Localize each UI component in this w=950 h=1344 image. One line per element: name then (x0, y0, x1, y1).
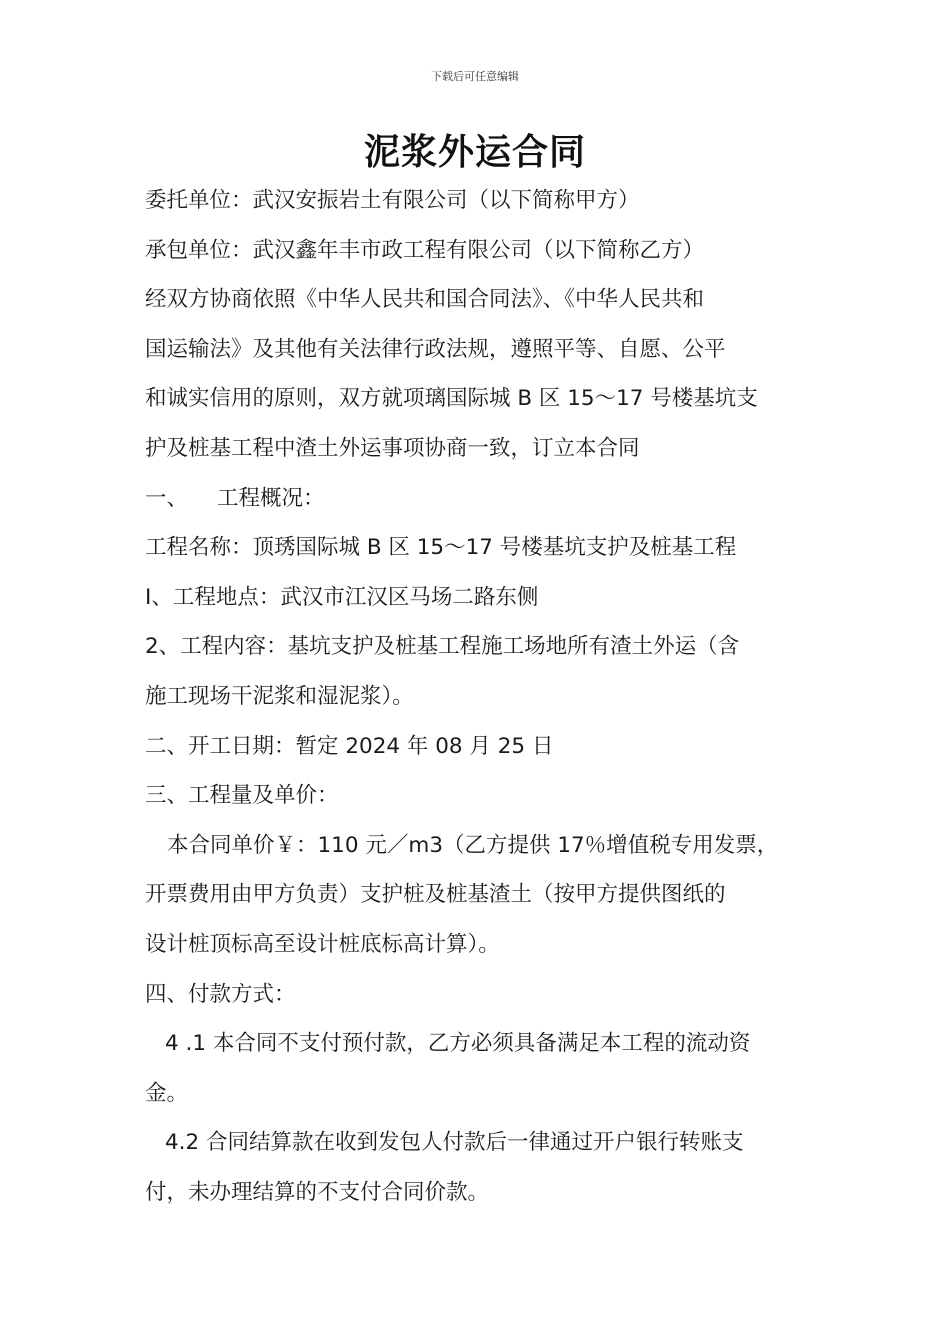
preamble-line: 和诚实信用的原则，双方就项璃国际城 B 区 15～17 号楼基坑支 (145, 386, 758, 412)
price-line: 设计桩顶标高至设计桩底标高计算）。 (145, 931, 500, 957)
section-four-heading: 四、付款方式： (145, 981, 296, 1007)
clause-4-1-line: 金。 (145, 1080, 189, 1106)
project-content-line: 2、工程内容：基坑支护及桩基工程施工场地所有渣土外运（含 (145, 634, 740, 660)
preamble-line: 国运输法》及其他有关法律行政法规，遵照平等、自愿、公平 (145, 336, 726, 362)
project-content-line: 施工现场干泥浆和湿泥浆）。 (145, 683, 414, 709)
section-one-heading (145, 474, 815, 524)
clause-4-2-line: 付，未办理结算的不支付合同价款。 (145, 1179, 490, 1205)
preamble-line: 护及桩基工程中渣土外运事项协商一致，订立本合同 (145, 435, 640, 461)
section-one-title: 工程概况： (217, 485, 325, 511)
party-a-line: 委托单位：武汉安振岩土有限公司（以下简称甲方） (145, 188, 640, 213)
section-one-number: 一、 (145, 485, 189, 511)
section-three-heading: 三、工程量及单价： (145, 783, 339, 809)
preamble-line: 经双方协商依照《中华人民共和国合同法》、《中华人民共和 (145, 287, 705, 313)
project-name-line: 工程名称：顶琇国际城 B 区 15～17 号楼基坑支护及桩基工程 (145, 535, 737, 561)
party-b-line: 承包单位：武汉鑫年丰市政工程有限公司（以下简称乙方） (145, 237, 705, 263)
header-note: 下载后可任意编辑 (431, 70, 519, 83)
document-body (145, 176, 815, 1217)
price-line: 开票费用由甲方负责）支护桩及桩基渣土（按甲方提供图纸的 (145, 882, 726, 908)
project-location-line: I、工程地点：武汉市江汉区马场二路东侧 (145, 584, 539, 610)
clause-4-1-line: 4 .1 本合同不支付预付款，乙方必须具备满足本工程的流动资 (165, 1031, 751, 1057)
clause-4-2-line: 4.2 合同结算款在收到发包人付款后一律通过开户银行转账支 (165, 1130, 744, 1156)
document-title: 泥浆外运合同 (363, 132, 586, 173)
price-line: 本合同单价￥：110 元／m3（乙方提供 17％增值税专用发票， (167, 832, 779, 858)
section-two-line: 二、开工日期：暂定 2024 年 08 月 25 日 (145, 733, 554, 759)
